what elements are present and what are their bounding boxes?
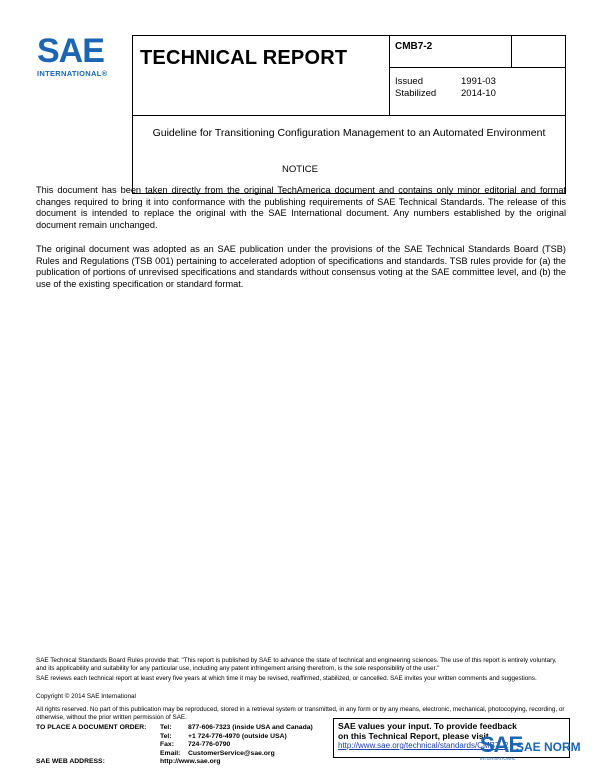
copyright-text: Copyright © 2014 SAE International — [36, 693, 136, 700]
watermark-mark: SAE — [480, 732, 523, 757]
report-type: TECHNICAL REPORT — [140, 47, 348, 69]
header-divider — [389, 35, 390, 115]
contact-row: Fax: 724-776-0790 — [160, 741, 231, 748]
header-divider — [132, 115, 566, 116]
web-label: SAE WEB ADDRESS: — [36, 758, 105, 765]
sae-logo — [37, 34, 115, 84]
web-address — [36, 758, 221, 765]
order-label: TO PLACE A DOCUMENT ORDER: — [36, 724, 147, 731]
logo-mark: SAE — [37, 32, 104, 70]
review-text: SAE reviews each technical report at least every five years at which time it may be revised, reaffirmed, stabilized, or cancelled. SAE invites your written comments and suggestions. — [36, 675, 537, 682]
feedback-link[interactable]: http://www.sae.org/technical/standards/CMB7_2 — [338, 741, 509, 750]
rights-text: All rights reserved. No part of this publication may be reproduced, stored in a retrieval system or transmitted, in any form or by any means, electronic, mechanical, photocopying, recording, or otherwise, without the prior written permission of SAE. — [36, 706, 565, 722]
contact-row: Email: CustomerService@sae.org — [160, 749, 275, 757]
email-link[interactable]: CustomerService@sae.org — [188, 749, 275, 757]
notice-paragraph: The original document was adopted as an SAE publication under the provisions of the SAE Technical Standards Board (TSB) Rules and Regulations (TSB 001) pertaining to accelerated adoption of specifications and standards. TSB rules provide for (a) the publication of portions of unrevised specifications and standards without consensus voting at the SAE committee level, and (b) the use of the existing specification or standard format. — [36, 244, 566, 289]
watermark-subtitle: INTERNATIONAL — [480, 756, 516, 761]
contact-row: Tel: +1 724-776-4970 (outside USA) — [160, 732, 287, 740]
stabilized-value: 2014-10 — [461, 88, 496, 99]
watermark-logo — [480, 734, 598, 770]
web-link[interactable]: http://www.sae.org — [160, 758, 221, 765]
watermark-text: SAE NORM — [516, 740, 581, 754]
document-number: CMB7-2 — [395, 41, 433, 52]
document-title: Guideline for Transitioning Configuration Management to an Automated Environment — [152, 127, 546, 139]
feedback-line: SAE values your input. To provide feedback — [338, 721, 517, 731]
notice-paragraph: This document has been taken directly from the original TechAmerica document and contains only minor editorial and format changes required to bring it into conformance with the publishing requirements of SAE Technical Standards. The release of this document is intended to replace the original with the SAE International document. Any numbers established by the original document remain unchanged. — [36, 185, 566, 230]
issued-label: Issued — [395, 76, 423, 87]
notice-heading: NOTICE — [282, 164, 318, 175]
header-divider — [511, 35, 512, 68]
contact-row: Tel: 877-606-7323 (inside USA and Canada) — [160, 724, 313, 731]
logo-subtitle: INTERNATIONAL® — [37, 69, 108, 78]
header-divider — [389, 67, 566, 68]
document-dates — [395, 76, 496, 100]
contact-list — [160, 724, 313, 758]
stabilized-label: Stabilized — [395, 88, 437, 99]
tsb-rules-text: SAE Technical Standards Board Rules provide that: "This report is published by SAE to advance the state of technical and engineering sciences. The use of this report is entirely voluntary, and its applicability and suitability for any particular use, including any patent infringement arising therefrom, is the sole responsibility of the user." — [36, 657, 557, 673]
feedback-line: on this Technical Report, please visit — [338, 731, 489, 741]
issued-value: 1991-03 — [461, 76, 496, 87]
